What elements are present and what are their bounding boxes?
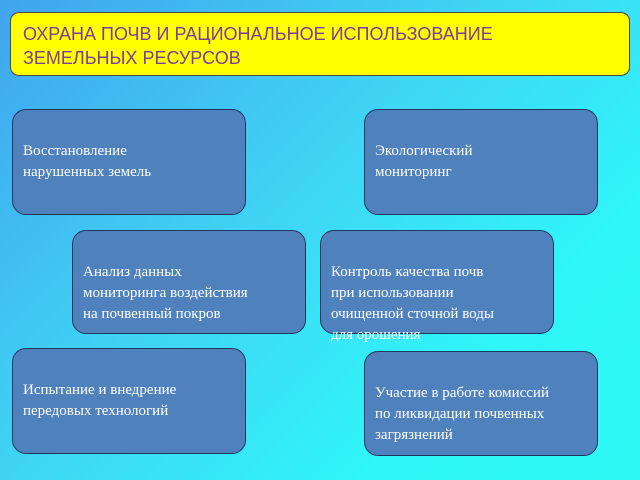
topic-card-text: Экологический мониторинг [375, 143, 473, 180]
page-title: ОХРАНА ПОЧВ И РАЦИОНАЛЬНОЕ ИСПОЛЬЗОВАНИЕ ЗЕМЕЛЬНЫХ РЕСУРСОВ [23, 24, 493, 68]
topic-card-monitoring-analysis [72, 230, 306, 334]
topic-card-ecological-monitoring [364, 109, 598, 215]
topic-card-technology-testing [12, 348, 246, 454]
topic-card-text: Контроль качества почв при использовании очищенной сточной воды для орошения [331, 264, 494, 343]
topic-card-soil-quality-control [320, 230, 554, 343]
topic-card-text: Анализ данных мониторинга воздействия на почвенный покров [83, 264, 248, 322]
topic-card-text: Участие в работе комиссий по ликвидации почвенных загрязнений [375, 385, 549, 443]
title-banner [10, 12, 630, 76]
topic-card-text: Испытание и внедрение передовых технологий [23, 382, 177, 419]
topic-card-text: Восстановление нарушенных земель [23, 143, 152, 180]
topic-card-pollution-commissions [364, 351, 598, 456]
topic-card-land-restoration [12, 109, 246, 215]
